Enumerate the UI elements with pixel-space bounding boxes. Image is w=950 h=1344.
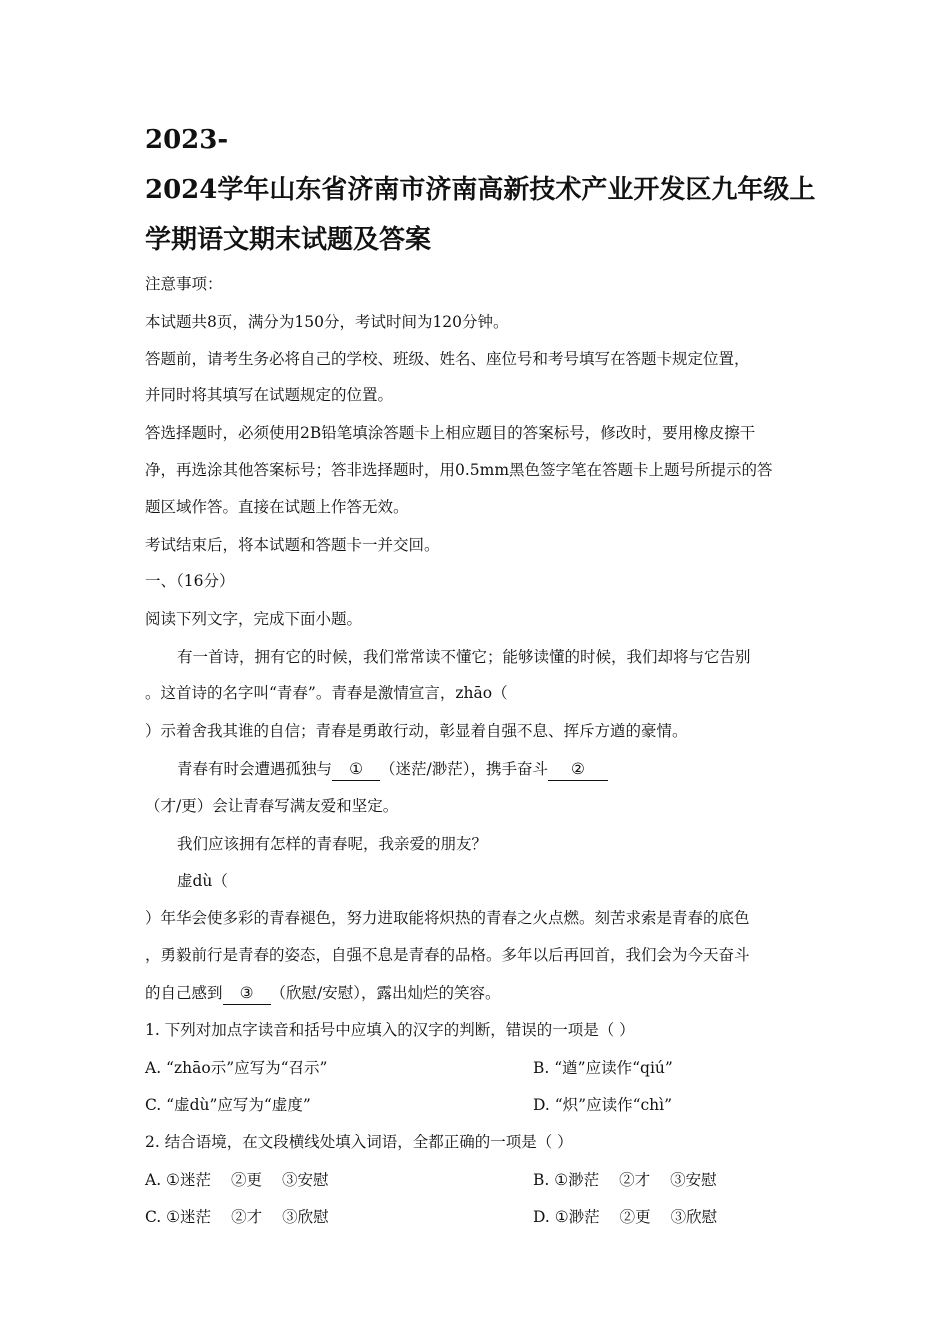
- doc-title-line-1: 2023-: [145, 125, 229, 155]
- question-1-option-d: D. “炽”应读作“chì”: [533, 1096, 673, 1114]
- question-1-option-a: A. “zhāo示”应写为“召示”: [145, 1059, 328, 1077]
- doc-title-line-3: 学期语文期末试题及答案: [145, 225, 432, 255]
- option-a-part-1: A. ①迷茫: [145, 1171, 211, 1189]
- doc-title-line-2: 2024学年山东省济南市济南高新技术产业开发区九年级上: [145, 175, 816, 205]
- option-b-part-1: B. ①渺茫: [533, 1171, 600, 1189]
- question-1-option-c: C. “虚dù”应写为“虚度”: [145, 1096, 311, 1114]
- option-d-part-3: ③欣慰: [670, 1208, 718, 1226]
- passage-p3: 我们应该拥有怎样的青春呢，我亲爱的朋友？: [177, 835, 488, 853]
- passage-p2-line-2: （才/更）会让青春写满友爱和坚定。: [145, 797, 399, 815]
- blank-3: ③: [223, 982, 271, 1005]
- notice-item-1: 本试题共8页，满分为150分，考试时间为120分钟。: [145, 313, 509, 331]
- option-b-part-3: ③安慰: [670, 1171, 717, 1189]
- passage-p4-line-4: [145, 982, 501, 1005]
- passage-p2-line-1: [177, 758, 608, 781]
- question-1-stem: 1. 下列对加点字读音和括号中应填入的汉字的判断，错误的一项是（ ）: [145, 1021, 635, 1039]
- notice-item-4: 考试结束后，将本试题和答题卡一并交回。: [145, 536, 440, 554]
- passage-p4-line-1: 虚dù（: [177, 872, 228, 890]
- notice-item-2-line-2: 并同时将其填写在试题规定的位置。: [145, 386, 394, 404]
- question-2-stem: 2. 结合语境，在文段横线处填入词语，全都正确的一项是（ ）: [145, 1133, 573, 1151]
- passage-p4-text-before: 的自己感到: [145, 984, 223, 1002]
- passage-p1-line-2: 。这首诗的名字叫“青春”。青春是激情宣言，zhāo（: [145, 684, 508, 702]
- option-b-part-2: ②才: [619, 1171, 651, 1189]
- option-d-part-2: ②更: [619, 1208, 651, 1226]
- blank-2: ②: [548, 758, 608, 781]
- section-instruction: 阅读下列文字，完成下面小题。: [145, 610, 363, 628]
- passage-p2-text-middle: （迷茫/渺茫），携手奋斗: [380, 760, 548, 778]
- notice-item-3-line-1: 答选择题时，必须使用2B铅笔填涂答题卡上相应题目的答案标号，修改时，要用橡皮擦干: [145, 424, 756, 442]
- passage-p2-text-before: 青春有时会遭遇孤独与: [177, 760, 333, 778]
- option-a-part-2: ②更: [230, 1171, 262, 1189]
- passage-p1-line-3: ）示着舍我其谁的自信；青春是勇敢行动，彰显着自强不息、挥斥方遒的豪情。: [145, 722, 688, 740]
- passage-p4-line-2: ）年华会使多彩的青春褪色，努力进取能将炽热的青春之火点燃。刻苦求索是青春的底色: [145, 909, 750, 927]
- option-c-part-3: ③欣慰: [282, 1208, 329, 1226]
- option-c-part-2: ②才: [231, 1208, 263, 1226]
- passage-p4-text-after: （欣慰/安慰），露出灿烂的笑容。: [270, 984, 501, 1002]
- question-2-option-b: [533, 1169, 717, 1191]
- option-a-part-3: ③安慰: [281, 1171, 329, 1189]
- notice-item-3-line-3: 题区域作答。直接在试题上作答无效。: [145, 498, 409, 516]
- passage-p4-line-3: ，勇毅前行是青春的姿态，自强不息是青春的品格。多年以后再回首，我们会为今天奋斗: [145, 946, 750, 964]
- notice-item-2-line-1: 答题前，请考生务必将自己的学校、班级、姓名、座位号和考号填写在答题卡规定位置，: [145, 350, 750, 368]
- option-c-part-1: C. ①迷茫: [145, 1208, 212, 1226]
- option-d-part-1: D. ①渺茫: [533, 1208, 600, 1226]
- notice-heading: 注意事项：: [145, 275, 223, 293]
- question-2-option-a: [145, 1169, 328, 1191]
- question-2-option-d: [533, 1206, 717, 1228]
- section-heading: 一、（16分）: [145, 572, 235, 590]
- blank-1: ①: [332, 758, 380, 781]
- passage-p1-line-1: 有一首诗，拥有它的时候，我们常常读不懂它；能够读懂的时候，我们却将与它告别: [177, 648, 751, 666]
- question-2-option-c: [145, 1206, 329, 1228]
- notice-item-3-line-2: 净，再选涂其他答案标号；答非选择题时，用0.5mm黑色签字笔在答题卡上题号所提示的答: [145, 461, 773, 479]
- question-1-option-b: B. “遒”应读作“qiú”: [533, 1059, 673, 1077]
